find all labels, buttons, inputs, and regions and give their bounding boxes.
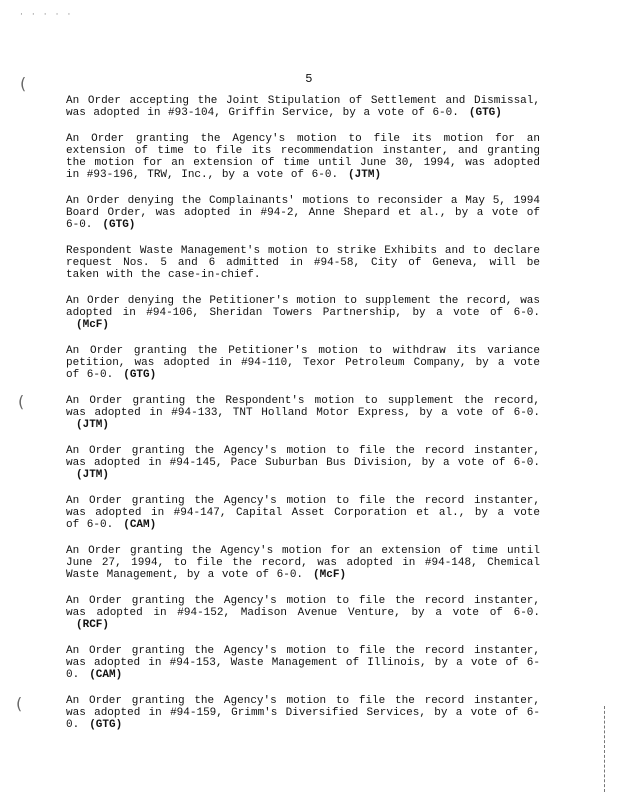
order-initials: (GTG) [123, 369, 157, 381]
order-initials: (JTM) [76, 419, 110, 431]
order-initials: (CAM) [89, 669, 123, 681]
order-entry [66, 595, 540, 631]
order-text: An Order granting the Petitioner's motion to withdraw its variance petition, was adopted in #94-110, Texor Petroleum Company, by a vote of 6-0. [66, 345, 540, 381]
order-text: An Order granting the Agency's motion to file its motion for an extension of time to file its recommendation instanter, and granting the motion for an extension of time until June 30, 1994, was adopted in #93-196, TRW, Inc., by a vote of 6-0. [66, 133, 540, 181]
order-initials: (GTG) [102, 219, 136, 231]
order-text: An Order granting the Agency's motion to file the record instanter, was adopted in #94-153, Waste Management of Illinois, by a vote of 6-0. [66, 645, 540, 681]
order-initials: (JTM) [348, 169, 382, 181]
order-initials: (JTM) [76, 469, 110, 481]
page-number: 5 [305, 72, 313, 86]
order-text: An Order granting the Agency's motion to file the record instanter, was adopted in #94-159, Grimm's Diversified Services, by a vote of 6-0. [66, 695, 540, 731]
order-list [66, 95, 540, 745]
order-entry [66, 345, 540, 381]
order-entry [66, 133, 540, 181]
order-initials: (CAM) [123, 519, 157, 531]
order-text: An Order granting the Agency's motion to file the record instanter, was adopted in #94-152, Madison Avenue Venture, by a vote of 6-0. [66, 595, 540, 619]
order-entry [66, 495, 540, 531]
order-initials: (GTG) [89, 719, 123, 731]
order-initials: (McF) [76, 319, 110, 331]
punch-hole-mark: ( [18, 392, 25, 411]
order-text: An Order granting the Agency's motion for an extension of time until June 27, 1994, to file the record, was adopted in #94-148, Chemical Waste Management, by a vote of 6-0. [66, 545, 540, 581]
order-entry [66, 695, 540, 731]
order-entry [66, 295, 540, 331]
order-initials: (McF) [313, 569, 347, 581]
order-text: An Order accepting the Joint Stipulation of Settlement and Dismissal, was adopted in #93-104, Griffin Service, by a vote of 6-0. [66, 95, 540, 119]
punch-hole-mark: ( [20, 74, 27, 93]
order-entry [66, 645, 540, 681]
order-initials: (RCF) [76, 619, 110, 631]
order-initials: (GTG) [468, 107, 502, 119]
order-text: An Order denying the Complainants' motions to reconsider a May 5, 1994 Board Order, was adopted in #94-2, Anne Shepard et al., by a vote of 6-0. [66, 195, 540, 231]
order-text: An Order granting the Agency's motion to file the record instanter, was adopted in #94-145, Pace Suburban Bus Division, by a vote of 6-0. [66, 445, 540, 469]
order-entry [66, 395, 540, 431]
order-text: An Order denying the Petitioner's motion to supplement the record, was adopted in #94-106, Sheridan Towers Partnership, by a vote of 6-0. [66, 295, 540, 319]
order-text: An Order granting the Respondent's motion to supplement the record, was adopted in #94-133, TNT Holland Motor Express, by a vote of 6-0. [66, 395, 540, 419]
order-entry [66, 195, 540, 231]
scan-dots-mark: ····· [20, 10, 80, 20]
scan-edge-line [604, 706, 605, 792]
order-text: Respondent Waste Management's motion to strike Exhibits and to declare request Nos. 5 and 6 admitted in #94-58, City of Geneva, will be taken with the case-in-chief. [66, 245, 540, 281]
order-entry [66, 95, 540, 119]
order-entry [66, 545, 540, 581]
punch-hole-mark: ( [16, 694, 23, 713]
order-entry [66, 245, 540, 281]
order-entry [66, 445, 540, 481]
order-text: An Order granting the Agency's motion to file the record instanter, was adopted in #94-147, Capital Asset Corporation et al., by a vote of 6-0. [66, 495, 540, 531]
